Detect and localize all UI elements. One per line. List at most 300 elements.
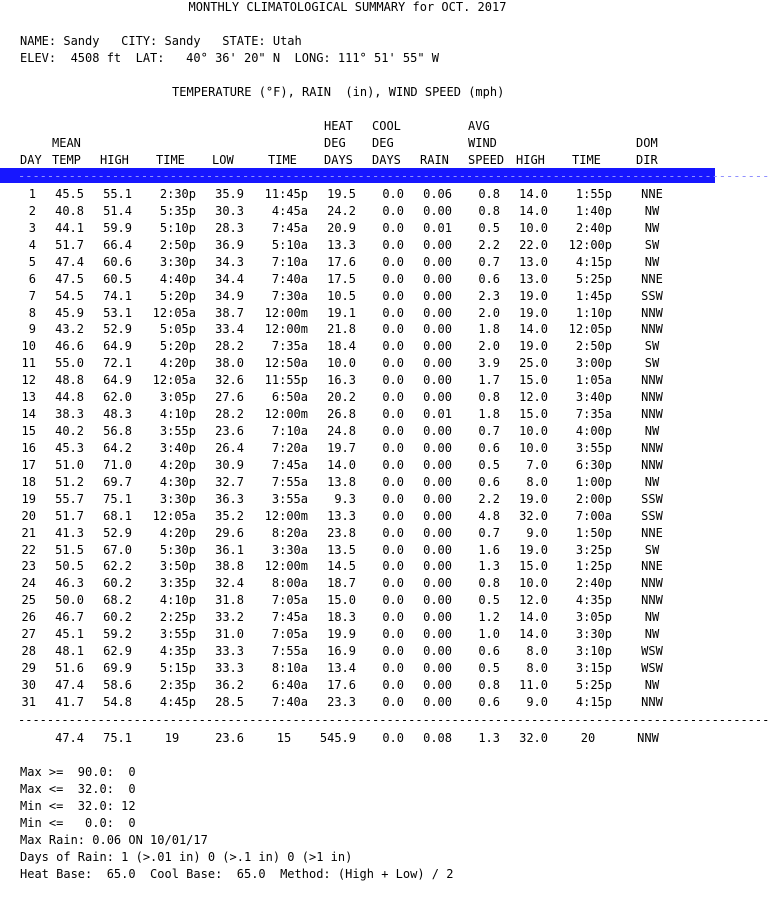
- cell-speed: 2.0: [478, 305, 500, 320]
- cell-cool: 0.0: [382, 271, 404, 286]
- cell-dir: NNW: [641, 694, 663, 709]
- cell-mean: 41.7: [55, 694, 84, 709]
- cell-cool: 0.0: [382, 424, 404, 439]
- cell-time-h: 3:50p: [159, 559, 196, 574]
- cell-low: 36.9: [215, 237, 244, 252]
- cell-high: 69.7: [103, 474, 132, 489]
- cell-time-l: 7:05a: [271, 627, 308, 642]
- cell-time-w: 5:25p: [575, 271, 612, 286]
- cell-time-l: 7:45a: [271, 610, 308, 625]
- cell-high: 60.2: [103, 576, 132, 591]
- cell-time-w: 3:30p: [575, 627, 612, 642]
- cell-dir: NW: [644, 474, 660, 489]
- header-heat-days: DAYS: [324, 153, 353, 167]
- header-low: LOW: [212, 153, 234, 167]
- cell-whigh: 15.0: [519, 373, 548, 388]
- cell-low: 38.8: [215, 559, 244, 574]
- cell-time-w: 3:10p: [575, 644, 612, 659]
- cell-whigh: 32.0: [519, 508, 548, 523]
- cell-speed: 0.8: [478, 576, 500, 591]
- cell-heat: 18.4: [327, 339, 356, 354]
- cell-day: 6: [28, 271, 36, 286]
- cell-mean: 55.0: [55, 356, 84, 371]
- cell-dir: SW: [644, 339, 660, 354]
- cell-rain: 0.00: [423, 576, 452, 591]
- cell-mean: 54.5: [55, 288, 84, 303]
- cell-low: 28.2: [215, 339, 244, 354]
- cell-speed: 1.8: [478, 407, 500, 422]
- total-cell-low: 23.6: [215, 731, 244, 745]
- cell-dir: NNW: [641, 593, 663, 608]
- cell-time-l: 7:35a: [271, 339, 308, 354]
- cell-dir: NNW: [641, 440, 663, 455]
- cell-cool: 0.0: [382, 576, 404, 591]
- total-cell-dir: NNW: [637, 731, 659, 745]
- cell-low: 28.2: [215, 407, 244, 422]
- cell-speed: 0.8: [478, 390, 500, 405]
- cell-heat: 13.3: [327, 237, 356, 252]
- cell-time-w: 6:30p: [575, 457, 612, 472]
- cell-heat: 19.5: [327, 187, 356, 201]
- cell-low: 26.4: [215, 440, 244, 455]
- cell-dir: SW: [644, 237, 660, 252]
- cell-whigh: 15.0: [519, 407, 548, 422]
- cell-low: 36.3: [215, 491, 244, 506]
- cell-whigh: 10.0: [519, 220, 548, 235]
- total-cell-mean: 47.4: [55, 731, 84, 745]
- footer-line: Min <= 32.0: 12: [20, 799, 136, 813]
- cell-mean: 44.1: [55, 220, 84, 235]
- cell-time-l: 12:00m: [264, 407, 308, 422]
- cell-day: 21: [21, 525, 36, 540]
- cell-rain: 0.00: [423, 305, 452, 320]
- total-cell-high: 75.1: [103, 731, 132, 745]
- cell-high: 51.4: [103, 203, 132, 218]
- cell-rain: 0.00: [423, 254, 452, 269]
- cell-time-l: 12:00m: [264, 559, 308, 574]
- cell-rain: 0.06: [423, 187, 452, 201]
- cell-time-l: 7:55a: [271, 644, 308, 659]
- cell-high: 71.0: [103, 457, 132, 472]
- cell-time-h: 3:30p: [159, 491, 196, 506]
- cell-heat: 10.0: [327, 356, 356, 371]
- cell-cool: 0.0: [382, 559, 404, 574]
- cell-heat: 13.8: [327, 474, 356, 489]
- cell-time-w: 4:35p: [575, 593, 612, 608]
- cell-heat: 9.3: [334, 491, 356, 506]
- cell-time-h: 3:05p: [159, 390, 196, 405]
- cell-mean: 45.5: [55, 187, 84, 201]
- footer-line: Max Rain: 0.06 ON 10/01/17: [20, 833, 208, 847]
- cell-time-h: 12:05a: [152, 373, 196, 388]
- cell-time-w: 1:40p: [575, 203, 612, 218]
- cell-cool: 0.0: [382, 220, 404, 235]
- cell-time-l: 7:45a: [271, 457, 308, 472]
- cell-high: 75.1: [103, 491, 132, 506]
- cell-time-l: 12:00m: [264, 305, 308, 320]
- cell-time-l: 5:10a: [271, 237, 308, 252]
- cell-heat: 18.3: [327, 610, 356, 625]
- cell-dir: NNE: [641, 271, 663, 286]
- cell-heat: 16.3: [327, 373, 356, 388]
- cell-speed: 1.8: [478, 322, 500, 337]
- cell-dir: WSW: [641, 644, 663, 659]
- cell-dir: NNW: [641, 322, 663, 337]
- cell-cool: 0.0: [382, 491, 404, 506]
- cell-day: 11: [21, 356, 36, 371]
- cell-heat: 19.9: [327, 627, 356, 642]
- cell-dir: SW: [644, 542, 660, 557]
- cell-high: 72.1: [103, 356, 132, 371]
- cell-day: 31: [21, 694, 36, 709]
- cell-mean: 45.9: [55, 305, 84, 320]
- cell-whigh: 19.0: [519, 339, 548, 354]
- cell-heat: 24.8: [327, 424, 356, 439]
- cell-dir: WSW: [641, 661, 663, 676]
- cell-heat: 20.9: [327, 220, 356, 235]
- cell-heat: 19.1: [327, 305, 356, 320]
- cell-cool: 0.0: [382, 254, 404, 269]
- cell-speed: 1.2: [478, 610, 500, 625]
- cell-cool: 0.0: [382, 677, 404, 692]
- cell-whigh: 10.0: [519, 440, 548, 455]
- cell-time-h: 3:40p: [159, 440, 196, 455]
- cell-rain: 0.00: [423, 559, 452, 574]
- cell-low: 34.4: [215, 271, 244, 286]
- cell-cool: 0.0: [382, 542, 404, 557]
- cell-cool: 0.0: [382, 237, 404, 252]
- cell-high: 56.8: [103, 424, 132, 439]
- cell-time-l: 12:00m: [264, 322, 308, 337]
- cell-high: 58.6: [103, 677, 132, 692]
- cell-time-h: 2:35p: [159, 677, 196, 692]
- cell-rain: 0.00: [423, 677, 452, 692]
- cell-time-h: 4:20p: [159, 525, 196, 540]
- cell-high: 60.5: [103, 271, 132, 286]
- cell-dir: SW: [644, 356, 660, 371]
- cell-time-h: 12:05a: [152, 508, 196, 523]
- cell-mean: 40.8: [55, 203, 84, 218]
- cell-time-w: 1:25p: [575, 559, 612, 574]
- cell-dir: NW: [644, 610, 660, 625]
- total-cell-rain: 0.08: [423, 731, 452, 745]
- cell-time-h: 2:30p: [159, 187, 196, 201]
- cell-high: 52.9: [103, 525, 132, 540]
- cell-low: 35.9: [215, 187, 244, 201]
- cell-speed: 0.7: [478, 525, 500, 540]
- header-high: HIGH: [100, 153, 129, 167]
- cell-cool: 0.0: [382, 339, 404, 354]
- cell-mean: 51.7: [55, 237, 84, 252]
- header-wind-high: HIGH: [516, 153, 545, 167]
- cell-time-w: 1:00p: [575, 474, 612, 489]
- cell-mean: 45.1: [55, 627, 84, 642]
- cell-whigh: 9.0: [526, 694, 548, 709]
- cell-time-w: 1:10p: [575, 305, 612, 320]
- cell-rain: 0.00: [423, 525, 452, 540]
- cell-dir: NNW: [641, 390, 663, 405]
- cell-time-w: 4:15p: [575, 254, 612, 269]
- cell-dir: NNW: [641, 457, 663, 472]
- cell-dir: SSW: [641, 508, 663, 523]
- cell-dir: NW: [644, 424, 660, 439]
- header-cool-days: DAYS: [372, 153, 401, 167]
- cell-mean: 40.2: [55, 424, 84, 439]
- cell-time-l: 7:10a: [271, 254, 308, 269]
- cell-heat: 20.2: [327, 390, 356, 405]
- cell-cool: 0.0: [382, 203, 404, 218]
- cell-rain: 0.00: [423, 508, 452, 523]
- cell-high: 53.1: [103, 305, 132, 320]
- header-dir: DIR: [636, 153, 658, 167]
- cell-heat: 15.0: [327, 593, 356, 608]
- cell-cool: 0.0: [382, 390, 404, 405]
- cell-time-l: 3:30a: [271, 542, 308, 557]
- cell-day: 1: [28, 187, 36, 201]
- cell-rain: 0.00: [423, 271, 452, 286]
- cell-speed: 1.6: [478, 542, 500, 557]
- cell-cool: 0.0: [382, 627, 404, 642]
- cell-dir: NNW: [641, 576, 663, 591]
- cell-time-h: 5:30p: [159, 542, 196, 557]
- cell-low: 36.1: [215, 542, 244, 557]
- cell-whigh: 14.0: [519, 187, 548, 201]
- cell-dir: NNW: [641, 373, 663, 388]
- cell-mean: 47.4: [55, 254, 84, 269]
- cell-whigh: 19.0: [519, 542, 548, 557]
- cell-low: 31.8: [215, 593, 244, 608]
- cell-whigh: 25.0: [519, 356, 548, 371]
- cell-whigh: 10.0: [519, 576, 548, 591]
- cell-high: 74.1: [103, 288, 132, 303]
- cell-speed: 1.0: [478, 627, 500, 642]
- header-temp: TEMP: [52, 153, 81, 167]
- cell-rain: 0.00: [423, 644, 452, 659]
- cell-time-h: 2:50p: [159, 237, 196, 252]
- cell-time-h: 2:25p: [159, 610, 196, 625]
- cell-low: 27.6: [215, 390, 244, 405]
- cell-mean: 55.7: [55, 491, 84, 506]
- cell-day: 4: [28, 237, 36, 252]
- cell-time-w: 2:00p: [575, 491, 612, 506]
- cell-low: 34.3: [215, 254, 244, 269]
- cell-time-l: 11:55p: [264, 373, 308, 388]
- cell-dir: NNE: [641, 525, 663, 540]
- cell-day: 29: [21, 661, 36, 676]
- cell-low: 35.2: [215, 508, 244, 523]
- cell-speed: 0.7: [478, 254, 500, 269]
- cell-time-w: 3:25p: [575, 542, 612, 557]
- cell-whigh: 19.0: [519, 288, 548, 303]
- cell-time-l: 7:45a: [271, 220, 308, 235]
- cell-time-l: 8:10a: [271, 661, 308, 676]
- cell-mean: 51.5: [55, 542, 84, 557]
- cell-time-w: 4:00p: [575, 424, 612, 439]
- cell-whigh: 22.0: [519, 237, 548, 252]
- cell-cool: 0.0: [382, 187, 404, 201]
- cell-heat: 24.2: [327, 203, 356, 218]
- cell-time-w: 3:55p: [575, 440, 612, 455]
- cell-speed: 1.7: [478, 373, 500, 388]
- cell-mean: 48.8: [55, 373, 84, 388]
- cell-rain: 0.00: [423, 457, 452, 472]
- cell-whigh: 19.0: [519, 305, 548, 320]
- cell-heat: 23.8: [327, 525, 356, 540]
- cell-high: 67.0: [103, 542, 132, 557]
- cell-low: 30.9: [215, 457, 244, 472]
- cell-time-w: 7:35a: [575, 407, 612, 422]
- header-time-wind: TIME: [572, 153, 601, 167]
- cell-day: 18: [21, 474, 36, 489]
- cell-time-l: 7:55a: [271, 474, 308, 489]
- cell-time-h: 4:45p: [159, 694, 196, 709]
- cell-mean: 43.2: [55, 322, 84, 337]
- cell-rain: 0.01: [423, 407, 452, 422]
- cell-day: 13: [21, 390, 36, 405]
- cell-mean: 38.3: [55, 407, 84, 422]
- cell-day: 3: [28, 220, 36, 235]
- cell-day: 7: [28, 288, 36, 303]
- cell-high: 62.0: [103, 390, 132, 405]
- cell-cool: 0.0: [382, 694, 404, 709]
- cell-whigh: 14.0: [519, 627, 548, 642]
- cell-low: 28.5: [215, 694, 244, 709]
- cell-time-h: 5:05p: [159, 322, 196, 337]
- cell-day: 9: [28, 322, 36, 337]
- header-deg-heat: DEG: [324, 136, 346, 150]
- cell-rain: 0.00: [423, 474, 452, 489]
- cell-whigh: 12.0: [519, 593, 548, 608]
- cell-time-w: 12:00p: [568, 237, 612, 252]
- cell-mean: 51.2: [55, 474, 84, 489]
- cell-speed: 0.5: [478, 457, 500, 472]
- cell-whigh: 9.0: [526, 525, 548, 540]
- header-divider: --------------------------------------------------------------------------------------------------------: [18, 169, 769, 183]
- cell-time-w: 1:50p: [575, 525, 612, 540]
- cell-time-w: 1:45p: [575, 288, 612, 303]
- cell-time-l: 12:00m: [264, 508, 308, 523]
- cell-dir: NW: [644, 203, 660, 218]
- cell-day: 23: [21, 559, 36, 574]
- cell-whigh: 8.0: [526, 661, 548, 676]
- footer-line: Max >= 90.0: 0: [20, 765, 136, 779]
- header-time-high: TIME: [156, 153, 185, 167]
- cell-cool: 0.0: [382, 457, 404, 472]
- cell-speed: 1.3: [478, 559, 500, 574]
- cell-time-h: 4:35p: [159, 644, 196, 659]
- cell-cool: 0.0: [382, 322, 404, 337]
- cell-time-w: 3:40p: [575, 390, 612, 405]
- cell-speed: 0.5: [478, 220, 500, 235]
- cell-rain: 0.00: [423, 288, 452, 303]
- cell-day: 26: [21, 610, 36, 625]
- cell-whigh: 15.0: [519, 559, 548, 574]
- cell-dir: NW: [644, 220, 660, 235]
- cell-high: 66.4: [103, 237, 132, 252]
- cell-time-h: 3:55p: [159, 424, 196, 439]
- cell-mean: 41.3: [55, 525, 84, 540]
- cell-mean: 48.1: [55, 644, 84, 659]
- cell-high: 68.2: [103, 593, 132, 608]
- cell-time-w: 3:00p: [575, 356, 612, 371]
- cell-day: 28: [21, 644, 36, 659]
- cell-heat: 14.5: [327, 559, 356, 574]
- cell-day: 30: [21, 677, 36, 692]
- cell-heat: 23.3: [327, 694, 356, 709]
- cell-time-l: 7:20a: [271, 440, 308, 455]
- cell-time-w: 7:00a: [575, 508, 612, 523]
- cell-whigh: 14.0: [519, 322, 548, 337]
- cell-mean: 50.5: [55, 559, 84, 574]
- cell-cool: 0.0: [382, 610, 404, 625]
- cell-high: 55.1: [103, 187, 132, 201]
- cell-mean: 51.7: [55, 508, 84, 523]
- cell-dir: NNW: [641, 305, 663, 320]
- cell-heat: 19.7: [327, 440, 356, 455]
- cell-dir: SSW: [641, 288, 663, 303]
- header-day: DAY: [20, 153, 42, 167]
- cell-rain: 0.00: [423, 694, 452, 709]
- footer-line: Heat Base: 65.0 Cool Base: 65.0 Method: (High + Low) / 2: [20, 867, 454, 881]
- cell-whigh: 11.0: [519, 677, 548, 692]
- cell-cool: 0.0: [382, 440, 404, 455]
- cell-speed: 0.6: [478, 271, 500, 286]
- cell-time-h: 3:55p: [159, 627, 196, 642]
- cell-time-w: 2:50p: [575, 339, 612, 354]
- cell-time-l: 11:45p: [264, 187, 308, 201]
- header-avg: AVG: [468, 119, 490, 133]
- cell-time-l: 8:00a: [271, 576, 308, 591]
- cell-time-h: 3:35p: [159, 576, 196, 591]
- cell-whigh: 12.0: [519, 390, 548, 405]
- cell-time-l: 7:40a: [271, 694, 308, 709]
- cell-time-w: 12:05p: [568, 322, 612, 337]
- cell-time-l: 7:10a: [271, 424, 308, 439]
- cell-mean: 51.0: [55, 457, 84, 472]
- cell-rain: 0.00: [423, 627, 452, 642]
- cell-rain: 0.00: [423, 373, 452, 388]
- cell-high: 60.2: [103, 610, 132, 625]
- cell-low: 32.6: [215, 373, 244, 388]
- cell-mean: 44.8: [55, 390, 84, 405]
- cell-whigh: 7.0: [526, 457, 548, 472]
- cell-low: 33.3: [215, 644, 244, 659]
- cell-rain: 0.00: [423, 237, 452, 252]
- cell-low: 32.4: [215, 576, 244, 591]
- cell-rain: 0.01: [423, 220, 452, 235]
- cell-time-w: 3:15p: [575, 661, 612, 676]
- cell-speed: 2.2: [478, 237, 500, 252]
- cell-rain: 0.00: [423, 203, 452, 218]
- total-cell-speed: 1.3: [478, 731, 500, 745]
- cell-low: 29.6: [215, 525, 244, 540]
- cell-cool: 0.0: [382, 407, 404, 422]
- cell-day: 8: [28, 305, 36, 320]
- cell-high: 69.9: [103, 661, 132, 676]
- cell-speed: 0.7: [478, 424, 500, 439]
- station-line-2: ELEV: 4508 ft LAT: 40° 36' 20" N LONG: 111° 51' 55" W: [20, 51, 440, 65]
- cell-rain: 0.00: [423, 593, 452, 608]
- header-speed: SPEED: [468, 153, 505, 167]
- cell-speed: 0.6: [478, 694, 500, 709]
- cell-whigh: 14.0: [519, 610, 548, 625]
- cell-low: 33.2: [215, 610, 244, 625]
- header-time-low: TIME: [268, 153, 297, 167]
- total-cell-heat: 545.9: [319, 731, 356, 745]
- cell-dir: NW: [644, 677, 660, 692]
- cell-time-h: 5:35p: [159, 203, 196, 218]
- cell-cool: 0.0: [382, 661, 404, 676]
